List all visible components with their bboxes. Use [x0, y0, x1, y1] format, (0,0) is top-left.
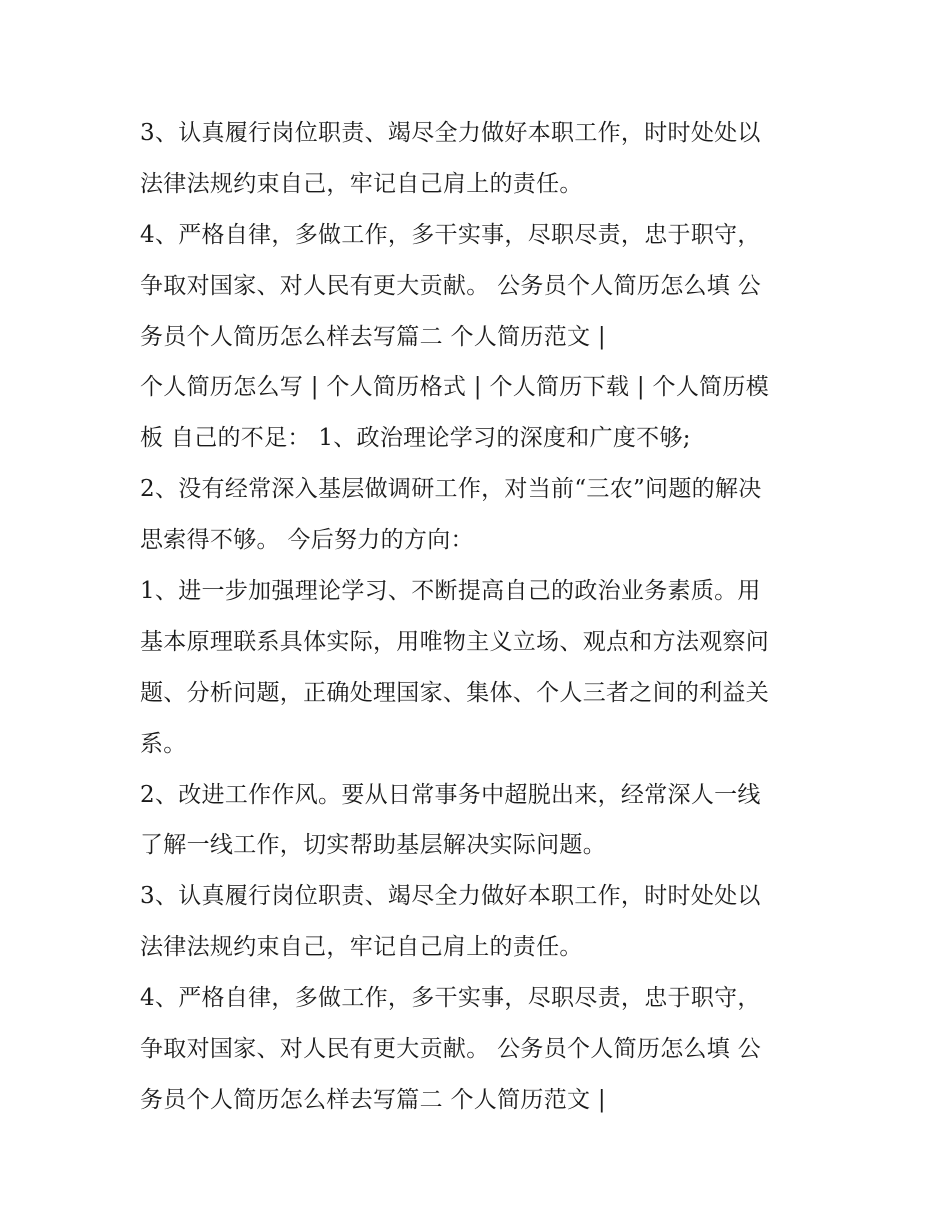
- text-line: 务员个人简历怎么样去写篇二 个人简历范文 |: [140, 1086, 606, 1113]
- text-line: 1、进一步加强理论学习、不断提高自己的政治业务素质。用: [140, 578, 761, 605]
- text-line: 4、严格自律，多做工作，多干实事，尽职尽责，忠于职守，: [140, 985, 761, 1012]
- text-line: 争取对国家、对人民有更大贡献。 公务员个人简历怎么填 公: [140, 1036, 762, 1063]
- text-line: 题、分析问题，正确处理国家、集体、个人三者之间的利益关: [140, 679, 770, 706]
- text-line: 3、认真履行岗位职责、竭尽全力做好本职工作，时时处处以: [140, 120, 761, 146]
- text-line: 系。: [140, 730, 187, 757]
- text-line: 思索得不够。 今后努力的方向：: [140, 527, 474, 554]
- text-line: 务员个人简历怎么样去写篇二 个人简历范文 |: [140, 323, 606, 350]
- text-line: 2、改进工作作风。要从日常事务中超脱出来，经常深人一线: [140, 781, 761, 808]
- text-line: 3、认真履行岗位职责、竭尽全力做好本职工作，时时处处以: [140, 883, 761, 910]
- document-body: [140, 108, 820, 1126]
- text-line: 法律法规约束自己，牢记自己肩上的责任。: [140, 934, 583, 961]
- text-line: 基本原理联系具体实际，用唯物主义立场、观点和方法观察问: [140, 628, 770, 655]
- text-line: 法律法规约束自己，牢记自己肩上的责任。: [140, 170, 583, 197]
- text-line: 了解一线工作，切实帮助基层解决实际问题。: [140, 832, 606, 859]
- text-line: 个人简历怎么写 | 个人简历格式 | 个人简历下载 | 个人简历模: [140, 374, 770, 401]
- text-line: 4、严格自律，多做工作，多干实事，尽职尽责，忠于职守，: [140, 221, 761, 248]
- text-line: 板 自己的不足： 1、政治理论学习的深度和广度不够;: [140, 425, 691, 452]
- text-line: 2、没有经常深入基层做调研工作，对当前“三农”问题的解决: [140, 476, 762, 503]
- text-line: 争取对国家、对人民有更大贡献。 公务员个人简历怎么填 公: [140, 272, 762, 299]
